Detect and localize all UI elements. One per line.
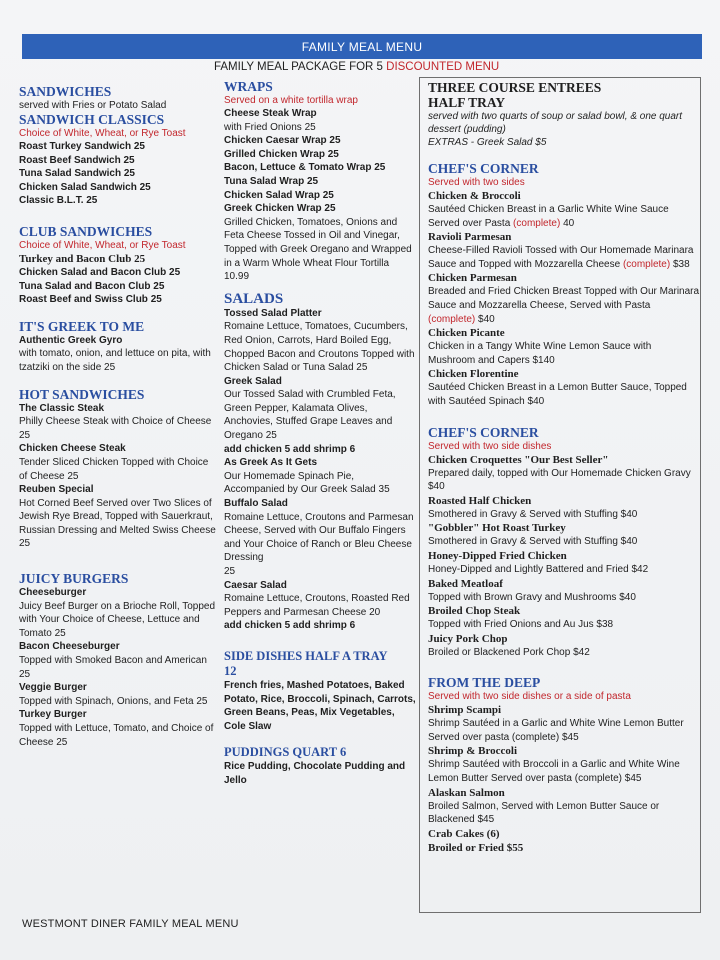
chef2-item-desc: Topped with Brown Gravy and Mushrooms $40 [428,591,636,603]
agg-name: As Greek As It Gets [224,457,318,469]
chef1-item-desc: Sautéed Chicken Breast in a Lemon Butter Sauce, Topped with Sautéed Spinach $40 [428,382,687,407]
desc-text: Cheese-Filled Ravioli Tossed with Our Homemade Marinara Sauce and Topped with Mozzarella Cheese [428,245,694,270]
reuben-name: Reuben Special [19,484,94,496]
price-text: 40 [560,217,575,229]
discount-text: DISCOUNTED MENU [386,61,500,73]
wrap-item: Grilled Chicken Wrap 25 [224,148,339,160]
three-course-heading: THREE COURSE ENTREES [428,80,602,95]
chef2-item-desc: Prepared daily, topped with Our Homemade Chicken Gravy $40 [428,467,691,493]
wrap-item: Chicken Salad Wrap 25 [224,189,334,201]
deep-sub: Served with two side dishes or a side of pasta [428,691,631,703]
veggie-burger-desc: Topped with Spinach, Onions, and Feta 25 [19,695,208,707]
greek-salad-desc: Our Tossed Salad with Crumbled Feta, Green Pepper, Kalamata Olives, Anchovies, Stuffed Grape Leaves and Oregano 25 [224,389,396,442]
chef2-item-name: Honey-Dipped Fried Chicken [428,549,567,562]
chef2-item-desc: Broiled or Blackened Pork Chop $42 [428,646,590,658]
greek-heading: IT'S GREEK TO ME [19,318,145,334]
burgers-heading: JUICY BURGERS [19,571,129,587]
chef2-item-name: Broiled Chop Steak [428,605,521,618]
deep-heading: FROM THE DEEP [428,675,541,691]
classics-heading: SANDWICH CLASSICS [19,112,165,127]
price-text: $38 [670,258,690,270]
left-column [19,80,219,749]
gyro-desc: with tomato, onion, and lettuce on pita, with tzatziki on the side 25 [19,348,211,373]
middle-column [224,79,416,788]
veggie-burger-name: Veggie Burger [19,682,87,694]
menu-banner: FAMILY MEAL MENU [22,34,702,59]
sides-price: 12 [224,663,237,678]
deep-item-name: Shrimp Scampi [428,704,502,717]
classic-item: Roast Beef Sandwich 25 [19,154,135,166]
wrap-item: Greek Chicken Wrap 25 [224,203,336,215]
chef1-item-desc [428,285,700,326]
club-item: Roast Beef and Swiss Club 25 [19,294,162,306]
deep-item-name: Broiled or Fried $55 [428,841,524,854]
wraps-sub: Served on a white tortilla wrap [224,95,358,106]
complete-tag: (complete) [622,258,671,270]
price-text: $40 [475,313,495,325]
steak-name: The Classic Steak [19,402,105,414]
chef2-sub: Served with two side dishes [428,440,552,452]
steak-desc: Philly Cheese Steak with Choice of Cheese 25 [19,416,212,441]
sandwiches-heading: SANDWICHES [19,84,112,99]
cheesesteak-wrap-name: Cheese Steak Wrap [224,108,317,119]
tossed-name: Tossed Salad Platter [224,307,322,319]
chef2-item-name: Juicy Pork Chop [428,632,508,645]
menu-footer: WESTMONT DINER FAMILY MEAL MENU [22,918,239,930]
chef2-item-name: Baked Meatloaf [428,577,503,590]
buffalo-price: 25 [224,566,236,577]
club-heading: CLUB SANDWICHES [19,223,153,239]
chef1-heading: CHEF'S CORNER [428,161,539,176]
salads-heading: SALADS [224,290,284,307]
caesar-name: Caesar Salad [224,579,287,591]
classic-item: Chicken Salad Sandwich 25 [19,181,151,193]
wraps-heading: WRAPS [224,79,273,94]
chef1-item-desc: Chicken in a Tangy White Wine Lemon Sauce with Mushroom and Capers $140 [428,341,652,366]
package-text: FAMILY MEAL PACKAGE FOR 5 [214,61,383,73]
sides-heading: SIDE DISHES HALF A TRAY [224,648,388,663]
tossed-desc: Romaine Lettuce, Tomatoes, Cucumbers, Red Onion, Carrots, Hard Boiled Egg, Chopped Bacon and Croutons Topped with Chicken Salad or Tuna Salad 25 [224,321,415,374]
chef2-item-name: "Gobbler" Hot Roast Turkey [428,522,566,535]
deep-item-name: Alaskan Salmon [428,786,505,799]
complete-tag: (complete) [513,217,561,229]
bacon-burger-desc: Topped with Smoked Bacon and American 25 [19,655,207,680]
chef1-sub: Served with two sides [428,177,525,188]
cheeseburger-desc: Juicy Beef Burger on a Brioche Roll, Topped with Your Choice of Cheese, Lettuce and Tomato 25 [19,600,216,639]
chef1-item-name: Ravioli Parmesan [428,231,512,244]
classics-sub: Choice of White, Wheat, or Rye Toast [19,128,186,139]
sides-items: French fries, Mashed Potatoes, Baked Potato, Rice, Broccoli, Spinach, Carrots, Green Beans, Peas, Mix Vegetables, Cole Slaw [224,679,416,732]
turkey-burger-name: Turkey Burger [19,709,87,721]
chef2-item-desc: Smothered in Gravy & Served with Stuffing $40 [428,508,638,520]
chef1-item-desc [428,244,700,271]
chef2-item-desc: Topped with Fried Onions and Au Jus $38 [428,619,614,631]
classic-item: Tuna Salad Sandwich 25 [19,168,135,180]
cheeseburger-name: Cheeseburger [19,587,87,599]
chicken-steak-desc: Tender Sliced Chicken Topped with Choice of Cheese 25 [19,456,209,482]
chef1-item-name: Chicken Parmesan [428,272,517,285]
caesar-desc: Romaine Lettuce, Croutons, Roasted Red Peppers and Parmesan Cheese 20 [224,593,410,618]
desc-text: Breaded and Fried Chicken Breast Topped with Our Marinara Sauce and Mozzarella Cheese, Served with Pasta [428,286,700,311]
buffalo-name: Buffalo Salad [224,498,288,510]
deep-item-name: Shrimp & Broccoli [428,745,518,758]
classic-item: Roast Turkey Sandwich 25 [19,141,145,152]
puddings-items: Rice Pudding, Chocolate Pudding and Jello [224,761,406,786]
chef2-item-desc: Smothered in Gravy & Served with Stuffing $40 [428,536,638,548]
wrap-item: Tuna Salad Wrap 25 [224,175,319,187]
chef1-item-name: Chicken Picante [428,327,505,340]
complete-tag: (complete) [428,313,476,325]
chef2-heading: CHEF'S CORNER [428,424,539,440]
greek-salad-add: add chicken 5 add shrimp 6 [224,443,356,455]
club-sub: Choice of White, Wheat, or Rye Toast [19,239,186,251]
three-course-note: served with two quarts of soup or salad bowl, & one quart dessert (pudding) [428,111,683,135]
chef2-item-name: Roasted Half Chicken [428,494,532,507]
deep-item-desc: Broiled Salmon, Served with Lemon Butter Sauce or Blackened $45 [428,800,660,826]
greek-salad-name: Greek Salad [224,375,282,387]
desc-text: Sautéed Chicken Breast in a Garlic White Wine Sauce Served over Pasta [428,204,669,229]
chef1-item-name: Chicken Florentine [428,368,519,381]
hot-heading: HOT SANDWICHES [19,386,145,402]
puddings-heading: PUDDINGS QUART 6 [224,745,347,760]
classic-item: Classic B.L.T. 25 [19,195,98,207]
half-tray-heading: HALF TRAY [428,95,506,110]
chef2-item-name: Chicken Croquettes "Our Best Seller" [428,453,609,466]
wrap-item: Chicken Caesar Wrap 25 [224,135,341,147]
caesar-add: add chicken 5 add shrimp 6 [224,620,356,632]
cheesesteak-wrap-desc: with Fried Onions 25 [224,121,316,133]
deep-item-desc: Shrimp Sautéed in a Garlic and White Wine Lemon Butter Served over pasta (complete) $45 [428,718,684,743]
gyro-name: Authentic Greek Gyro [19,334,123,346]
club-item: Turkey and Bacon Club 25 [19,252,146,265]
chicken-steak-name: Chicken Cheese Steak [19,443,126,455]
right-column [419,77,701,913]
greek-wrap-desc: Grilled Chicken, Tomatoes, Onions and Feta Cheese Tossed in Oil and Vinegar, Topped with Greek Oregano and Wrapped in a Warm Whole Wheat Flour Tortilla 10.99 [224,216,412,283]
package-line [214,61,499,73]
chef1-item-desc [428,203,700,230]
sandwiches-note: served with Fries or Potato Salad [19,100,167,111]
club-item: Chicken Salad and Bacon Club 25 [19,266,181,278]
turkey-burger-desc: Topped with Lettuce, Tomato, and Choice of Cheese 25 [19,723,214,748]
club-item: Tuna Salad and Bacon Club 25 [19,280,165,292]
bacon-burger-name: Bacon Cheeseburger [19,641,120,653]
reuben-desc: Hot Corned Beef Served over Two Slices of Jewish Rye Bread, Topped with Sauerkraut, Russian Dressing and Melted Swiss Cheese 25 [19,497,216,550]
buffalo-desc: Romaine Lettuce, Croutons and Parmesan Cheese, Served with Our Buffalo Fingers and Your Choice of Ranch or Bleu Cheese Dressing [224,511,414,564]
deep-item-desc: Shrimp Sautéed with Broccoli in a Garlic and White Wine Lemon Butter Served over pasta (complete) $45 [428,759,680,785]
chef1-item-name: Chicken & Broccoli [428,190,521,202]
extras-note: EXTRAS - Greek Salad $5 [428,137,547,148]
wrap-item: Bacon, Lettuce & Tomato Wrap 25 [224,162,386,174]
agg-desc: Our Homemade Spinach Pie, Accompanied by Our Greek Salad 35 [224,470,390,496]
chef2-item-desc: Honey-Dipped and Lightly Battered and Fried $42 [428,563,649,575]
deep-item-name: Crab Cakes (6) [428,827,500,840]
